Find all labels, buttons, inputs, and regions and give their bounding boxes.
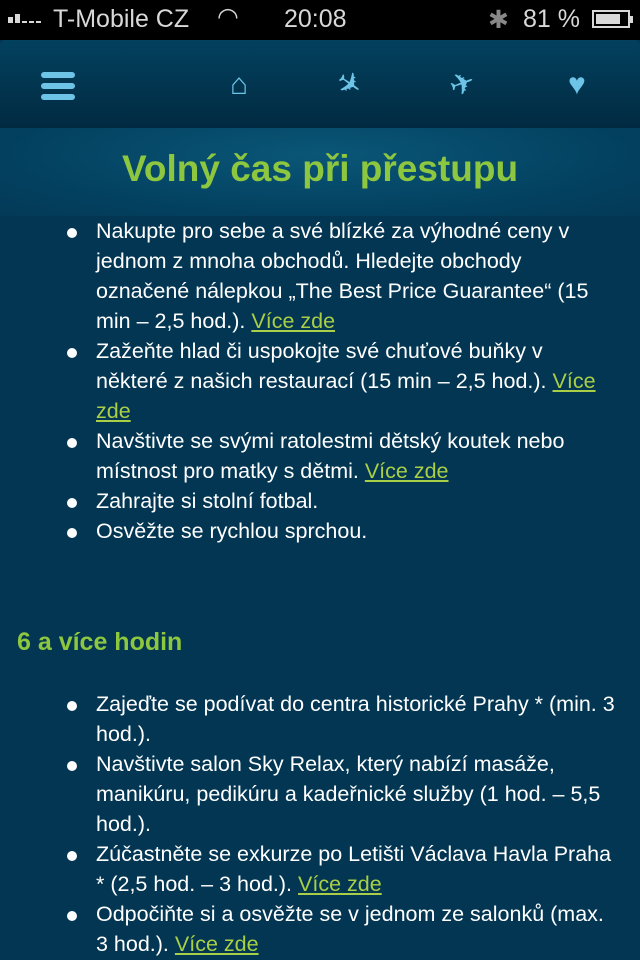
section-heading: 6 a více hodin [17,628,183,656]
wifi-icon: ◠ [217,3,239,31]
bluetooth-icon: ✱ [488,6,509,34]
list-item: Zahrajte si stolní fotbal. [96,486,620,516]
list-item: Navštivte salon Sky Relax, který nabízí masáže, manikúru, pedikúru a kadeřnické služby (1 hod. – 5,5 hod.). [96,749,620,839]
status-bar [0,0,640,40]
more-link[interactable]: Více zde [364,459,449,483]
nav-bar [0,40,640,128]
more-link[interactable]: Více zde [251,309,336,333]
list-item: Odpočiňte si a osvěžte se v jednom ze salonků (max. 3 hod.). Více zde [96,899,620,959]
departures-icon[interactable]: ✈ [444,64,480,105]
activity-list-short [0,216,640,546]
home-icon[interactable]: ⌂ [230,68,249,101]
more-link[interactable]: Více zde [96,369,596,423]
list-item: Osvěžte se rychlou sprchou. [96,516,620,546]
list-item: Zažeňte hlad či uspokojte své chuťové buňky v některé z našich restaurací (15 min – 2,5 hod.). Více zde [96,336,620,426]
heart-icon[interactable]: ♥ [568,68,586,101]
list-item: Navštivte se svými ratolestmi dětský koutek nebo místnost pro matky s dětmi. Více zde [96,426,620,486]
list-item: Zúčastněte se exkurze po Letišti Václava Havla Praha * (2,5 hod. – 3 hod.). Více zde [96,839,620,899]
arrivals-icon[interactable]: ✈ [329,63,369,106]
battery-icon [592,10,630,28]
battery-percent: 81 % [523,5,580,33]
list-item: Zajeďte se podívat do centra historické Prahy * (min. 3 hod.). [96,689,620,749]
more-link[interactable]: Více zde [298,872,382,896]
carrier: T-Mobile CZ [53,5,190,33]
signal-icon [8,14,41,23]
page-title: Volný čas při přestupu [121,148,519,189]
more-link[interactable]: Více zde [174,932,259,956]
list-item: Nakupte pro sebe a své blízké za výhodné ceny v jednom z mnoha obchodů. Hledejte obchody označené nálepkou „The Best Price Guarantee“ (15 min – 2,5 hod.). Více zde [96,216,620,336]
activity-list-long [0,689,640,959]
menu-icon[interactable] [41,72,75,105]
clock: 20:08 [284,5,347,33]
